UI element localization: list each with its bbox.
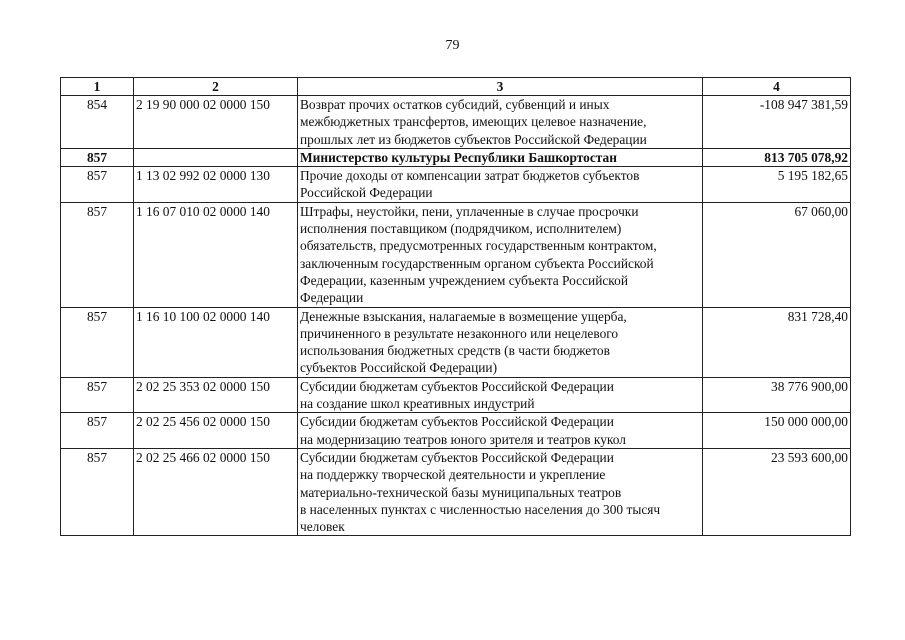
cell-budget-classification-code: 2 02 25 466 02 0000 150 [134,448,298,535]
revenue-name-line: Прочие доходы от компенсации затрат бюджетов субъектов [300,168,640,184]
cell-budget-classification-code: 2 02 25 353 02 0000 150 [134,377,298,413]
revenue-name-line: материально-технической базы муниципальных театров [300,484,622,500]
cell-amount: 23 593 600,00 [703,448,851,535]
revenue-name-line: Федерации, казенным учреждением субъекта Российской [300,272,628,288]
cell-revenue-name [298,448,703,535]
cell-admin-code: 857 [61,148,134,166]
revenue-name-line: исполнения поставщиком (подрядчиком, исполнителем) [300,221,622,237]
cell-budget-classification-code: 1 16 07 010 02 0000 140 [134,202,298,307]
table-row [61,167,851,203]
revenue-table [60,77,851,536]
cell-admin-code: 857 [61,377,134,413]
table-row [61,307,851,377]
revenue-name-line: Денежные взыскания, налагаемые в возмещение ущерба, [300,308,627,324]
table-row [61,202,851,307]
revenue-name-line: на создание школ креативных индустрий [300,396,535,412]
revenue-name-line: Возврат прочих остатков субсидий, субвенций и иных [300,97,610,112]
revenue-name-line: на поддержку творческой деятельности и укрепление [300,467,606,483]
cell-amount: -108 947 381,59 [703,96,851,149]
cell-revenue-name [298,307,703,377]
cell-admin-code: 857 [61,413,134,449]
revenue-name-line: Субсидии бюджетам субъектов Российской Федерации [300,378,614,394]
cell-revenue-name [298,413,703,449]
revenue-name-line: Федерации [300,290,364,306]
cell-budget-classification-code: 2 02 25 456 02 0000 150 [134,413,298,449]
header-col-3: 3 [298,78,703,96]
revenue-name-line: использования бюджетных средств (в части бюджетов [300,343,610,359]
cell-amount: 150 000 000,00 [703,413,851,449]
cell-revenue-name [298,377,703,413]
revenue-name-line: причиненного в результате незаконного или нецелевого [300,325,619,341]
cell-revenue-name [298,148,703,166]
cell-admin-code: 857 [61,202,134,307]
cell-admin-code: 854 [61,96,134,149]
cell-amount: 67 060,00 [703,202,851,307]
cell-budget-classification-code: 1 13 02 992 02 0000 130 [134,167,298,203]
revenue-name-line: на модернизацию театров юного зрителя и театров кукол [300,431,626,447]
cell-amount: 5 195 182,65 [703,167,851,203]
revenue-name-line: обязательств, предусмотренных государственным контрактом, [300,238,657,254]
cell-revenue-name [298,202,703,307]
cell-revenue-name [298,96,703,149]
table-row [61,413,851,449]
table-row [61,377,851,413]
revenue-name-line: Российской Федерации [300,185,433,201]
revenue-name-line: субъектов Российской Федерации) [300,360,498,376]
table-row [61,96,851,149]
revenue-name-line: Субсидии бюджетам субъектов Российской Федерации [300,449,614,465]
cell-budget-classification-code [134,148,298,166]
table-row [61,448,851,535]
revenue-name-line: Штрафы, неустойки, пени, уплаченные в случае просрочки [300,203,639,219]
revenue-name-line: в населенных пунктах с численностью населения до 300 тысяч [300,501,661,517]
cell-admin-code: 857 [61,167,134,203]
header-col-1: 1 [61,78,134,96]
cell-amount: 813 705 078,92 [703,148,851,166]
revenue-name-line: человек [300,519,345,535]
cell-admin-code: 857 [61,448,134,535]
table-body [61,96,851,536]
revenue-name-line: межбюджетных трансфертов, имеющих целевое назначение, [300,114,647,130]
revenue-name-line: Субсидии бюджетам субъектов Российской Федерации [300,414,614,430]
cell-amount: 38 776 900,00 [703,377,851,413]
header-col-2: 2 [134,78,298,96]
cell-revenue-name [298,167,703,203]
cell-budget-classification-code: 1 16 10 100 02 0000 140 [134,307,298,377]
page-number: 79 [445,38,460,53]
revenue-name-line: прошлых лет из бюджетов субъектов Российской Федерации [300,131,647,147]
cell-budget-classification-code: 2 19 90 000 02 0000 150 [134,96,298,149]
table-row [61,148,851,166]
table-header-row [61,78,851,96]
revenue-name-line: Министерство культуры Республики Башкортостан [300,149,617,165]
cell-amount: 831 728,40 [703,307,851,377]
cell-admin-code: 857 [61,307,134,377]
header-col-4: 4 [703,78,851,96]
revenue-name-line: заключенным государственным органом субъекта Российской [300,255,654,271]
